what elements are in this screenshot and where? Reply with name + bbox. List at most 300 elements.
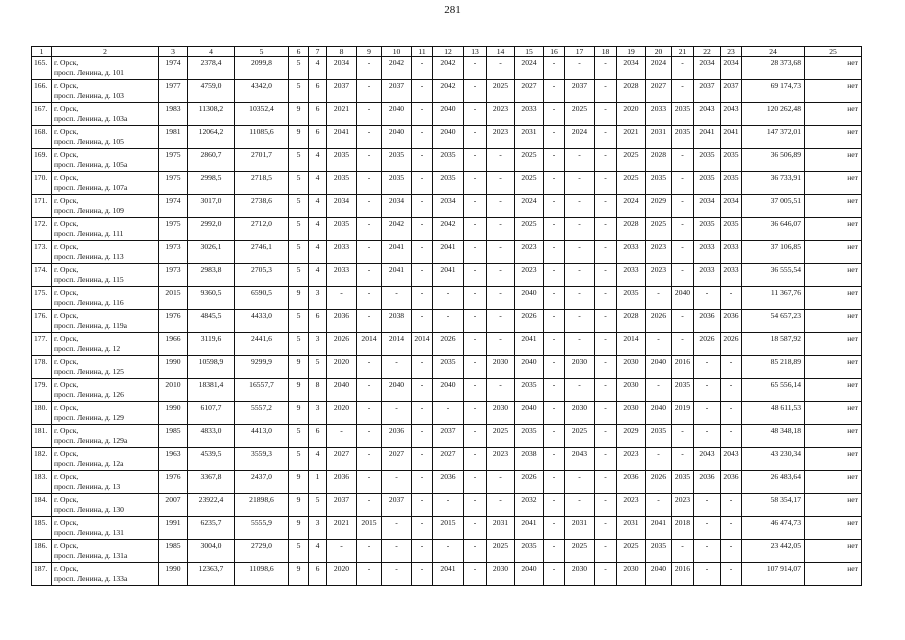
flag-cell: нет: [805, 241, 862, 264]
table-cell: -: [357, 425, 382, 448]
table-cell: 2040: [433, 126, 464, 149]
table-cell: 2028: [617, 310, 646, 333]
row-number: 173.: [32, 241, 52, 264]
table-cell: 2026: [646, 310, 672, 333]
table-cell: 4413,0: [235, 425, 289, 448]
table-cell: -: [595, 195, 617, 218]
table-cell: 2041: [433, 241, 464, 264]
table-cell: 10598,9: [188, 356, 235, 379]
table-cell: 2035: [433, 356, 464, 379]
address-cell: г. Орск, просп. Ленина, д. 133а: [52, 563, 159, 586]
table-cell: -: [357, 103, 382, 126]
table-cell: 3119,6: [188, 333, 235, 356]
table-cell: 2031: [617, 517, 646, 540]
cost-cell: 46 474,73: [742, 517, 805, 540]
table-cell: 2040: [646, 563, 672, 586]
table-cell: -: [464, 57, 487, 80]
table-row: [32, 402, 862, 425]
table-cell: -: [464, 471, 487, 494]
flag-cell: нет: [805, 425, 862, 448]
table-cell: -: [412, 310, 433, 333]
column-header: 19: [617, 47, 646, 57]
table-cell: 2042: [382, 218, 412, 241]
table-cell: 2034: [617, 57, 646, 80]
table-cell: 6: [309, 425, 327, 448]
table-cell: -: [487, 333, 515, 356]
table-cell: 2041: [646, 517, 672, 540]
table-cell: 9: [289, 494, 309, 517]
table-cell: 2020: [327, 356, 357, 379]
cost-cell: 36 733,91: [742, 172, 805, 195]
table-cell: -: [464, 563, 487, 586]
table-cell: 1974: [159, 57, 188, 80]
table-cell: 2023: [487, 126, 515, 149]
table-cell: 2020: [617, 103, 646, 126]
table-cell: -: [464, 540, 487, 563]
table-cell: 5: [309, 494, 327, 517]
table-cell: 2043: [721, 103, 742, 126]
row-number: 174.: [32, 264, 52, 287]
table-cell: -: [433, 494, 464, 517]
table-cell: -: [464, 126, 487, 149]
table-cell: 2026: [515, 310, 544, 333]
table-cell: 2030: [617, 402, 646, 425]
table-cell: -: [544, 195, 565, 218]
address-cell: г. Орск, просп. Ленина, д. 12а: [52, 448, 159, 471]
table-cell: 3004,0: [188, 540, 235, 563]
table-cell: -: [721, 494, 742, 517]
table-row: [32, 563, 862, 586]
table-cell: 9: [289, 517, 309, 540]
table-cell: 6235,7: [188, 517, 235, 540]
table-cell: 2033: [694, 241, 721, 264]
table-cell: 2030: [617, 563, 646, 586]
table-cell: 2099,8: [235, 57, 289, 80]
table-cell: 2025: [646, 218, 672, 241]
table-cell: 2025: [487, 80, 515, 103]
table-cell: 2033: [515, 103, 544, 126]
table-cell: 5: [309, 356, 327, 379]
flag-cell: нет: [805, 126, 862, 149]
table-cell: 2025: [565, 103, 595, 126]
address-cell: г. Орск, просп. Ленина, д. 129: [52, 402, 159, 425]
table-cell: 2718,5: [235, 172, 289, 195]
column-header: 24: [742, 47, 805, 57]
table-cell: 2023: [487, 448, 515, 471]
table-cell: -: [595, 448, 617, 471]
table-cell: -: [565, 57, 595, 80]
column-header: 17: [565, 47, 595, 57]
table-cell: -: [595, 540, 617, 563]
table-cell: 2041: [382, 241, 412, 264]
table-cell: -: [672, 80, 694, 103]
table-cell: -: [595, 80, 617, 103]
table-cell: 2040: [382, 126, 412, 149]
table-cell: 2035: [672, 126, 694, 149]
table-cell: 2025: [515, 172, 544, 195]
table-cell: 2983,8: [188, 264, 235, 287]
table-cell: 2024: [515, 195, 544, 218]
table-cell: 4342,0: [235, 80, 289, 103]
table-cell: 2035: [721, 218, 742, 241]
table-cell: 2025: [515, 218, 544, 241]
table-cell: 2029: [646, 195, 672, 218]
table-cell: -: [565, 310, 595, 333]
table-cell: -: [694, 517, 721, 540]
table-cell: 2036: [721, 471, 742, 494]
flag-cell: нет: [805, 57, 862, 80]
table-cell: -: [327, 287, 357, 310]
table-cell: -: [646, 333, 672, 356]
table-cell: 2998,5: [188, 172, 235, 195]
row-number: 185.: [32, 517, 52, 540]
table-cell: 2043: [565, 448, 595, 471]
cost-cell: 37 005,51: [742, 195, 805, 218]
table-cell: -: [357, 563, 382, 586]
table-cell: -: [487, 379, 515, 402]
table-cell: -: [412, 126, 433, 149]
address-cell: г. Орск, просп. Ленина, д. 107а: [52, 172, 159, 195]
table-cell: 2037: [433, 425, 464, 448]
table-cell: 6: [309, 103, 327, 126]
row-number: 178.: [32, 356, 52, 379]
table-cell: 2025: [487, 425, 515, 448]
table-cell: 2037: [327, 80, 357, 103]
table-cell: -: [544, 333, 565, 356]
column-header: 10: [382, 47, 412, 57]
column-header: 13: [464, 47, 487, 57]
table-cell: -: [464, 103, 487, 126]
table-cell: 21898,6: [235, 494, 289, 517]
table-cell: -: [672, 310, 694, 333]
table-cell: 2026: [694, 333, 721, 356]
table-cell: -: [544, 402, 565, 425]
table-cell: -: [595, 356, 617, 379]
table-cell: 3367,8: [188, 471, 235, 494]
table-cell: -: [412, 517, 433, 540]
table-cell: -: [412, 471, 433, 494]
cost-cell: 107 914,07: [742, 563, 805, 586]
table-cell: 2019: [672, 402, 694, 425]
table-cell: 2738,6: [235, 195, 289, 218]
table-cell: 2034: [721, 57, 742, 80]
table-cell: -: [595, 103, 617, 126]
table-cell: 2035: [721, 172, 742, 195]
row-number: 167.: [32, 103, 52, 126]
table-cell: -: [412, 264, 433, 287]
table-cell: 1977: [159, 80, 188, 103]
table-cell: 2035: [433, 149, 464, 172]
column-header: 25: [805, 47, 862, 57]
table-cell: 2030: [565, 402, 595, 425]
table-row: [32, 218, 862, 241]
table-cell: -: [595, 379, 617, 402]
table-cell: -: [487, 172, 515, 195]
table-cell: 2035: [515, 540, 544, 563]
table-cell: -: [544, 517, 565, 540]
table-cell: 2041: [433, 264, 464, 287]
flag-cell: нет: [805, 540, 862, 563]
table-cell: -: [721, 356, 742, 379]
table-cell: -: [595, 402, 617, 425]
table-cell: 5: [289, 448, 309, 471]
table-cell: -: [357, 540, 382, 563]
column-header: 1: [32, 47, 52, 57]
table-cell: 4: [309, 241, 327, 264]
cost-cell: 65 556,14: [742, 379, 805, 402]
row-number: 187.: [32, 563, 52, 586]
table-cell: 1983: [159, 103, 188, 126]
table-cell: -: [487, 57, 515, 80]
table-cell: 2041: [515, 517, 544, 540]
address-cell: г. Орск, просп. Ленина, д. 131: [52, 517, 159, 540]
table-cell: 3: [309, 287, 327, 310]
table-cell: 2035: [327, 172, 357, 195]
table-cell: 2020: [327, 402, 357, 425]
table-cell: -: [357, 471, 382, 494]
cost-cell: 37 106,85: [742, 241, 805, 264]
table-cell: -: [595, 287, 617, 310]
column-header: 5: [235, 47, 289, 57]
table-cell: -: [464, 402, 487, 425]
address-cell: г. Орск, просп. Ленина, д. 113: [52, 241, 159, 264]
cost-cell: 147 372,01: [742, 126, 805, 149]
table-cell: -: [595, 517, 617, 540]
table-cell: -: [487, 471, 515, 494]
table-cell: -: [327, 425, 357, 448]
table-cell: 2040: [382, 103, 412, 126]
table-cell: 2026: [646, 471, 672, 494]
table-cell: 2034: [433, 195, 464, 218]
page-number: 281: [444, 4, 461, 16]
table-cell: 4759,0: [188, 80, 235, 103]
row-number: 169.: [32, 149, 52, 172]
table-cell: -: [544, 310, 565, 333]
table-cell: -: [464, 195, 487, 218]
table-cell: 2023: [515, 241, 544, 264]
address-cell: г. Орск, просп. Ленина, д. 103: [52, 80, 159, 103]
address-cell: г. Орск, просп. Ленина, д. 109: [52, 195, 159, 218]
cost-cell: 120 262,48: [742, 103, 805, 126]
cost-cell: 48 348,18: [742, 425, 805, 448]
table-cell: -: [433, 402, 464, 425]
table-cell: -: [412, 425, 433, 448]
table-cell: -: [544, 471, 565, 494]
table-cell: 2029: [617, 425, 646, 448]
table-cell: 2043: [694, 448, 721, 471]
table-cell: 2041: [515, 333, 544, 356]
table-cell: -: [487, 241, 515, 264]
table-cell: -: [412, 149, 433, 172]
column-header: 18: [595, 47, 617, 57]
cost-cell: 11 367,76: [742, 287, 805, 310]
flag-cell: нет: [805, 402, 862, 425]
cost-cell: 36 646,07: [742, 218, 805, 241]
address-cell: г. Орск, просп. Ленина, д. 130: [52, 494, 159, 517]
table-cell: -: [357, 310, 382, 333]
table-row: [32, 471, 862, 494]
column-header: 12: [433, 47, 464, 57]
address-cell: г. Орск, просп. Ленина, д. 126: [52, 379, 159, 402]
table-cell: 1973: [159, 241, 188, 264]
table-cell: 1985: [159, 540, 188, 563]
table-cell: 11308,2: [188, 103, 235, 126]
row-number: 177.: [32, 333, 52, 356]
table-cell: 3026,1: [188, 241, 235, 264]
table-cell: -: [565, 379, 595, 402]
address-cell: г. Орск, просп. Ленина, д. 119а: [52, 310, 159, 333]
table-cell: -: [694, 379, 721, 402]
table-cell: -: [464, 425, 487, 448]
table-cell: -: [357, 448, 382, 471]
table-cell: 1: [309, 471, 327, 494]
column-header: 4: [188, 47, 235, 57]
table-cell: -: [565, 494, 595, 517]
table-cell: -: [464, 287, 487, 310]
table-cell: 2040: [515, 287, 544, 310]
table-cell: 2027: [327, 448, 357, 471]
table-cell: 4: [309, 195, 327, 218]
table-cell: 2015: [159, 287, 188, 310]
table-cell: -: [694, 425, 721, 448]
table-cell: -: [595, 310, 617, 333]
table-cell: 2042: [433, 218, 464, 241]
table-cell: 2035: [646, 172, 672, 195]
table-cell: 2020: [327, 563, 357, 586]
table-cell: 2024: [617, 195, 646, 218]
table-cell: -: [595, 172, 617, 195]
table-cell: -: [412, 540, 433, 563]
cost-cell: 36 506,89: [742, 149, 805, 172]
table-cell: 1985: [159, 425, 188, 448]
table-cell: 2705,3: [235, 264, 289, 287]
table-cell: -: [544, 103, 565, 126]
table-cell: 1966: [159, 333, 188, 356]
table-cell: -: [357, 57, 382, 80]
cost-cell: 43 230,34: [742, 448, 805, 471]
table-cell: -: [464, 264, 487, 287]
table-cell: -: [544, 149, 565, 172]
flag-cell: нет: [805, 172, 862, 195]
table-cell: 2033: [617, 264, 646, 287]
table-cell: -: [464, 333, 487, 356]
table-cell: 2038: [382, 310, 412, 333]
table-cell: -: [544, 241, 565, 264]
table-cell: 2040: [433, 103, 464, 126]
table-cell: 6: [309, 80, 327, 103]
row-number: 168.: [32, 126, 52, 149]
table-cell: -: [672, 57, 694, 80]
table-cell: -: [412, 241, 433, 264]
table-cell: 2701,7: [235, 149, 289, 172]
table-cell: 2033: [327, 264, 357, 287]
table-cell: -: [672, 218, 694, 241]
table-cell: -: [595, 218, 617, 241]
table-row: [32, 57, 862, 80]
table-cell: -: [412, 57, 433, 80]
flag-cell: нет: [805, 471, 862, 494]
flag-cell: нет: [805, 356, 862, 379]
table-cell: -: [357, 195, 382, 218]
table-cell: -: [565, 264, 595, 287]
table-cell: -: [382, 356, 412, 379]
table-row: [32, 310, 862, 333]
table-cell: -: [565, 149, 595, 172]
table-cell: 2035: [382, 172, 412, 195]
table-cell: -: [464, 517, 487, 540]
table-cell: 5: [289, 172, 309, 195]
address-cell: г. Орск, просп. Ленина, д. 105а: [52, 149, 159, 172]
flag-cell: нет: [805, 264, 862, 287]
table-cell: 2712,0: [235, 218, 289, 241]
row-number: 166.: [32, 80, 52, 103]
column-header: 3: [159, 47, 188, 57]
table-cell: 2041: [327, 126, 357, 149]
table-row: [32, 103, 862, 126]
table-cell: 2030: [565, 563, 595, 586]
table-cell: 2036: [433, 471, 464, 494]
table-row: [32, 517, 862, 540]
table-cell: -: [464, 149, 487, 172]
table-cell: -: [544, 218, 565, 241]
table-cell: -: [595, 333, 617, 356]
cost-cell: 58 354,17: [742, 494, 805, 517]
table-cell: -: [672, 333, 694, 356]
table-cell: 2021: [327, 103, 357, 126]
table-cell: 3559,3: [235, 448, 289, 471]
table-cell: 2037: [327, 494, 357, 517]
table-cell: 2036: [694, 471, 721, 494]
table-cell: 2034: [694, 195, 721, 218]
table-cell: -: [464, 356, 487, 379]
table-cell: 2025: [617, 149, 646, 172]
table-cell: 2036: [617, 471, 646, 494]
cost-cell: 48 611,53: [742, 402, 805, 425]
table-cell: 2729,0: [235, 540, 289, 563]
table-cell: -: [487, 264, 515, 287]
table-cell: 2023: [672, 494, 694, 517]
column-header: 7: [309, 47, 327, 57]
table-cell: 2033: [327, 241, 357, 264]
table-cell: 9360,5: [188, 287, 235, 310]
table-cell: -: [487, 494, 515, 517]
table-cell: 2018: [672, 517, 694, 540]
table-cell: 5: [289, 264, 309, 287]
table-cell: 2035: [694, 172, 721, 195]
table-cell: -: [721, 425, 742, 448]
row-number: 180.: [32, 402, 52, 425]
table-cell: 5: [289, 218, 309, 241]
table-cell: 6: [309, 126, 327, 149]
address-cell: г. Орск, просп. Ленина, д. 13: [52, 471, 159, 494]
table-cell: 2014: [382, 333, 412, 356]
table-cell: -: [412, 494, 433, 517]
table-cell: -: [595, 471, 617, 494]
table-cell: -: [357, 356, 382, 379]
row-number: 179.: [32, 379, 52, 402]
row-number: 175.: [32, 287, 52, 310]
table-cell: -: [646, 448, 672, 471]
table-cell: 4: [309, 172, 327, 195]
table-cell: -: [357, 379, 382, 402]
table-cell: 2014: [357, 333, 382, 356]
table-cell: 2035: [515, 379, 544, 402]
table-cell: 2035: [646, 425, 672, 448]
table-cell: 2010: [159, 379, 188, 402]
cost-cell: 28 373,68: [742, 57, 805, 80]
table-cell: 2026: [721, 333, 742, 356]
table-cell: -: [412, 402, 433, 425]
